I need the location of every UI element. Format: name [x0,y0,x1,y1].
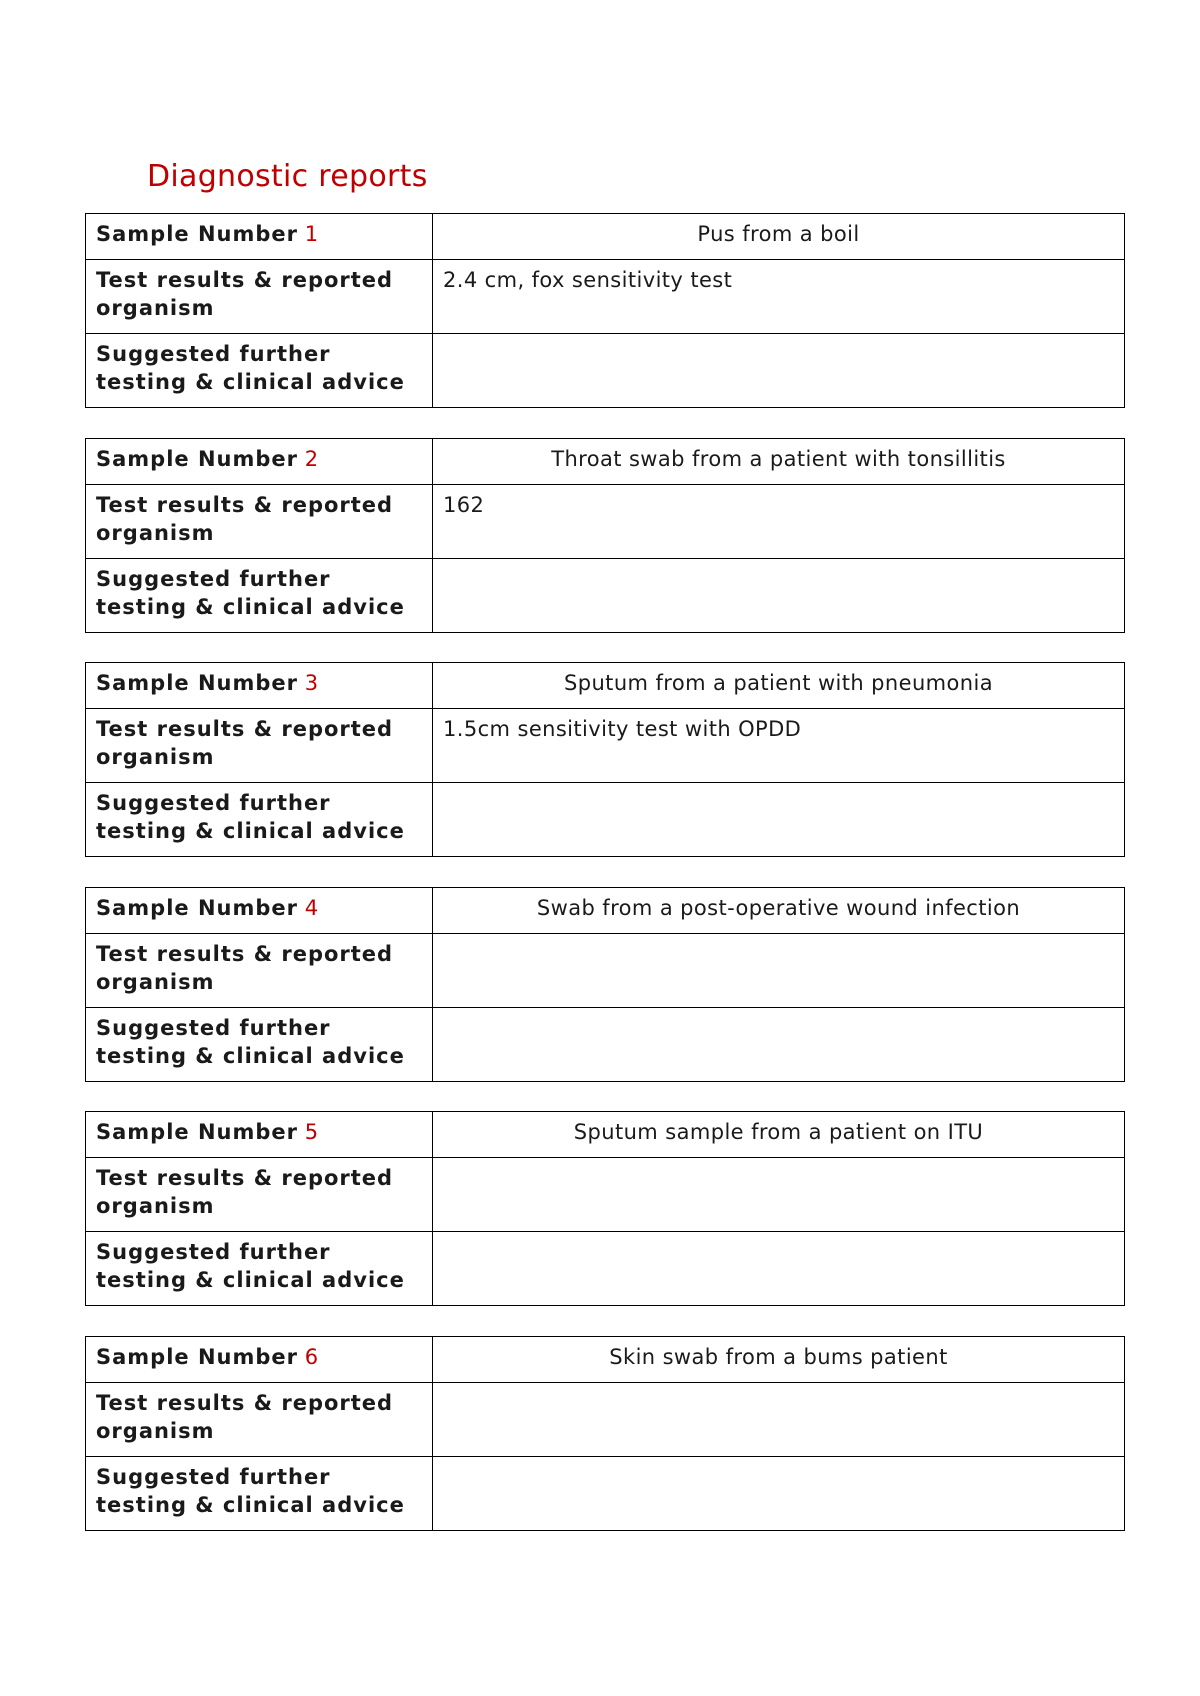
report-table-sample-3 [85,662,1125,857]
report-table-sample-2 [85,438,1125,633]
test-results-value[interactable]: 2.4 cm, fox sensitivity test [433,260,1125,334]
test-results-row [86,485,1125,559]
further-testing-value[interactable] [433,1457,1125,1531]
sample-number-row [86,663,1125,709]
page-title: Diagnostic reports [147,159,428,194]
test-results-label: Test results & reported organism [86,709,433,783]
further-testing-label: Suggested further testing & clinical advice [86,1457,433,1531]
test-results-label: Test results & reported organism [86,485,433,559]
test-results-value[interactable]: 162 [433,485,1125,559]
sample-number-value: 4 [304,896,319,920]
sample-number-label-cell [86,1112,433,1158]
sample-number-row [86,439,1125,485]
sample-number-row [86,1112,1125,1158]
sample-number-label: Sample Number [96,1345,298,1369]
sample-description: Skin swab from a bums patient [433,1337,1125,1383]
further-testing-label: Suggested further testing & clinical advice [86,334,433,408]
test-results-value[interactable] [433,1158,1125,1232]
further-testing-row [86,1457,1125,1531]
test-results-row [86,709,1125,783]
further-testing-row [86,559,1125,633]
report-table-sample-4 [85,887,1125,1082]
further-testing-row [86,783,1125,857]
sample-number-value: 5 [304,1120,319,1144]
further-testing-row [86,334,1125,408]
test-results-row [86,934,1125,1008]
sample-number-label: Sample Number [96,896,298,920]
further-testing-row [86,1008,1125,1082]
report-table-sample-5 [85,1111,1125,1306]
sample-description: Pus from a boil [433,214,1125,260]
sample-number-label: Sample Number [96,222,298,246]
report-table-sample-6 [85,1336,1125,1531]
further-testing-label: Suggested further testing & clinical advice [86,1008,433,1082]
sample-description: Sputum from a patient with pneumonia [433,663,1125,709]
test-results-label: Test results & reported organism [86,1158,433,1232]
sample-number-row [86,214,1125,260]
sample-number-value: 3 [304,671,319,695]
sample-number-value: 1 [304,222,319,246]
sample-number-label: Sample Number [96,447,298,471]
further-testing-value[interactable] [433,783,1125,857]
sample-number-label-cell [86,214,433,260]
further-testing-label: Suggested further testing & clinical advice [86,783,433,857]
further-testing-value[interactable] [433,334,1125,408]
sample-number-value: 6 [304,1345,319,1369]
further-testing-label: Suggested further testing & clinical advice [86,559,433,633]
test-results-row [86,260,1125,334]
test-results-value[interactable] [433,1383,1125,1457]
test-results-label: Test results & reported organism [86,260,433,334]
further-testing-row [86,1232,1125,1306]
test-results-row [86,1383,1125,1457]
test-results-row [86,1158,1125,1232]
further-testing-value[interactable] [433,559,1125,633]
sample-number-label-cell [86,1337,433,1383]
further-testing-value[interactable] [433,1232,1125,1306]
sample-number-value: 2 [304,447,319,471]
sample-number-row [86,1337,1125,1383]
test-results-label: Test results & reported organism [86,1383,433,1457]
sample-number-label-cell [86,663,433,709]
sample-number-row [86,888,1125,934]
sample-number-label: Sample Number [96,1120,298,1144]
sample-number-label: Sample Number [96,671,298,695]
test-results-value[interactable]: 1.5cm sensitivity test with OPDD [433,709,1125,783]
report-table-sample-1 [85,213,1125,408]
further-testing-value[interactable] [433,1008,1125,1082]
sample-number-label-cell [86,439,433,485]
test-results-label: Test results & reported organism [86,934,433,1008]
sample-description: Swab from a post-operative wound infection [433,888,1125,934]
sample-description: Sputum sample from a patient on ITU [433,1112,1125,1158]
further-testing-label: Suggested further testing & clinical advice [86,1232,433,1306]
sample-description: Throat swab from a patient with tonsillitis [433,439,1125,485]
test-results-value[interactable] [433,934,1125,1008]
sample-number-label-cell [86,888,433,934]
